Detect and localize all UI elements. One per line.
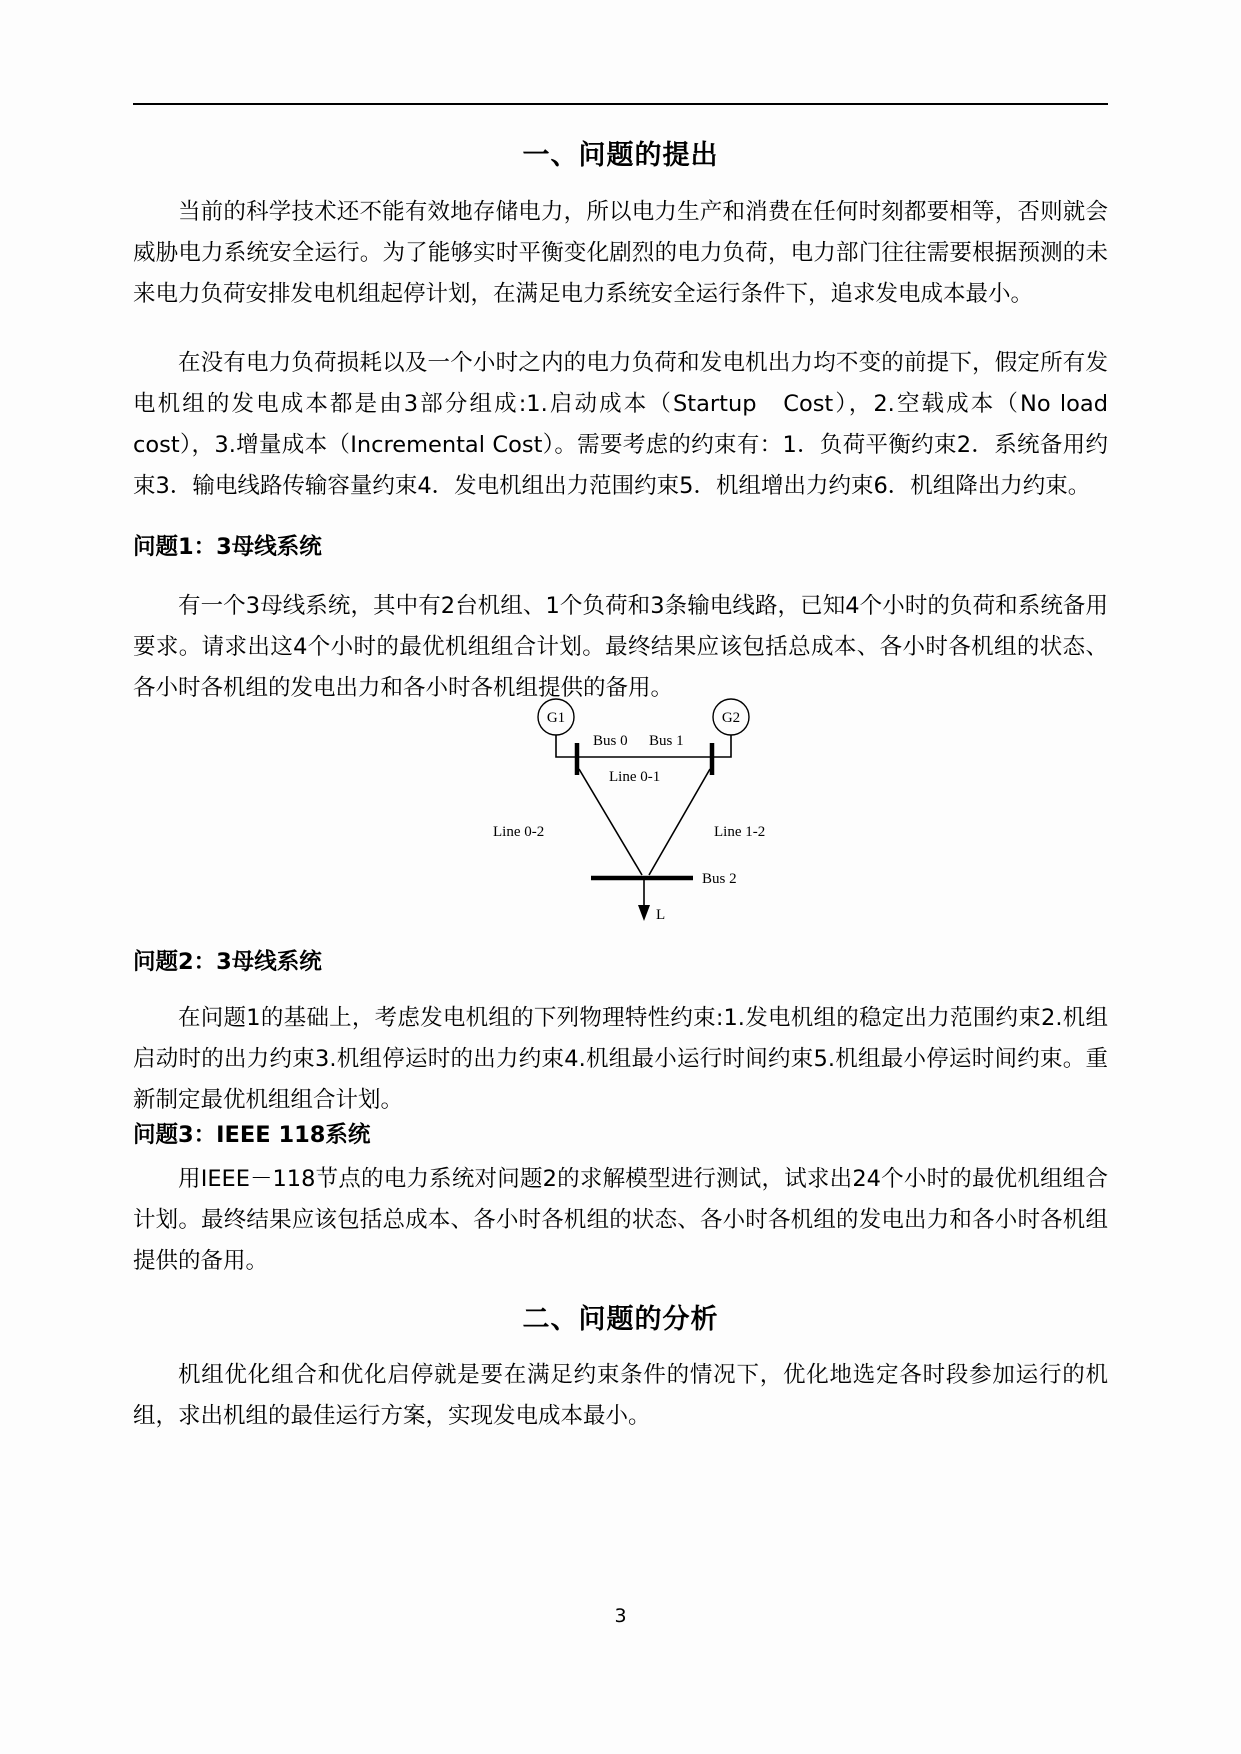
problem-1-heading: 问题1：3母线系统	[133, 534, 322, 560]
load-arrow-head	[638, 905, 650, 921]
generator-g1-label: G1	[546, 710, 566, 726]
section-2-title: 二、问题的分析	[522, 1304, 719, 1335]
page-number: 3	[614, 1605, 627, 1627]
line-1-2-label: Line 1-2	[714, 824, 766, 840]
bus-0-label: Bus 0	[593, 733, 628, 749]
page-content	[133, 0, 1108, 1754]
generator-g1-lead	[556, 735, 577, 757]
header-rule	[133, 103, 1108, 105]
section-2-paragraph-1: 机组优化组合和优化启停就是要在满足约束条件的情况下，优化地选定各时段参加运行的机组，求出机组的最佳运行方案，实现发电成本最小。	[133, 1362, 1108, 1429]
problem-2-heading: 问题2：3母线系统	[133, 949, 322, 975]
section-1-paragraph-2: 在没有电力负荷损耗以及一个小时之内的电力负荷和发电机出力均不变的前提下，假定所有发电机组的发电成本都是由3部分组成:1.启动成本（Startup Cost），2.空载成本（No load cost），3.增量成本（Incremental Cost）。需要考虑的约束有：1．负荷平衡约束2．系统备用约束3．输电线路传输容量约束4．发电机组出力范围约束5．机组增出力约束6．机组降出力约束。	[133, 350, 1108, 499]
line-0-2-label: Line 0-2	[493, 824, 545, 840]
section-1-title: 一、问题的提出	[522, 140, 719, 171]
problem-3-body: 用IEEE－118节点的电力系统对问题2的求解模型进行测试，试求出24个小时的最优机组组合计划。最终结果应该包括总成本、各小时各机组的状态、各小时各机组的发电出力和各小时各机组提供的备用。	[133, 1166, 1108, 1274]
problem-3-heading: 问题3：IEEE 118系统	[133, 1122, 371, 1148]
bus-2-label: Bus 2	[702, 871, 737, 887]
bus-1-label: Bus 1	[649, 733, 684, 749]
three-bus-system-diagram	[413, 695, 833, 935]
line-0-1-label: Line 0-1	[609, 769, 661, 785]
section-1-paragraph-1: 当前的科学技术还不能有效地存储电力，所以电力生产和消费在任何时刻都要相等，否则就会威胁电力系统安全运行。为了能够实时平衡变化剧烈的电力负荷，电力部门往往需要根据预测的未来电力负荷安排发电机组起停计划，在满足电力系统安全运行条件下，追求发电成本最小。	[133, 199, 1108, 307]
problem-2-body: 在问题1的基础上，考虑发电机组的下列物理特性约束:1.发电机组的稳定出力范围约束2.机组启动时的出力约束3.机组停运时的出力约束4.机组最小运行时间约束5.机组最小停运时间约束。重新制定最优机组组合计划。	[133, 1005, 1108, 1113]
generator-g2-lead	[712, 735, 731, 757]
problem-1-body: 有一个3母线系统，其中有2台机组、1个负荷和3条输电线路，已知4个小时的负荷和系统备用要求。请求出这4个小时的最优机组组合计划。最终结果应该包括总成本、各小时各机组的状态、各小时各机组的发电出力和各小时各机组提供的备用。	[133, 593, 1108, 701]
generator-g2-label: G2	[721, 710, 741, 726]
load-label: L	[656, 907, 666, 923]
